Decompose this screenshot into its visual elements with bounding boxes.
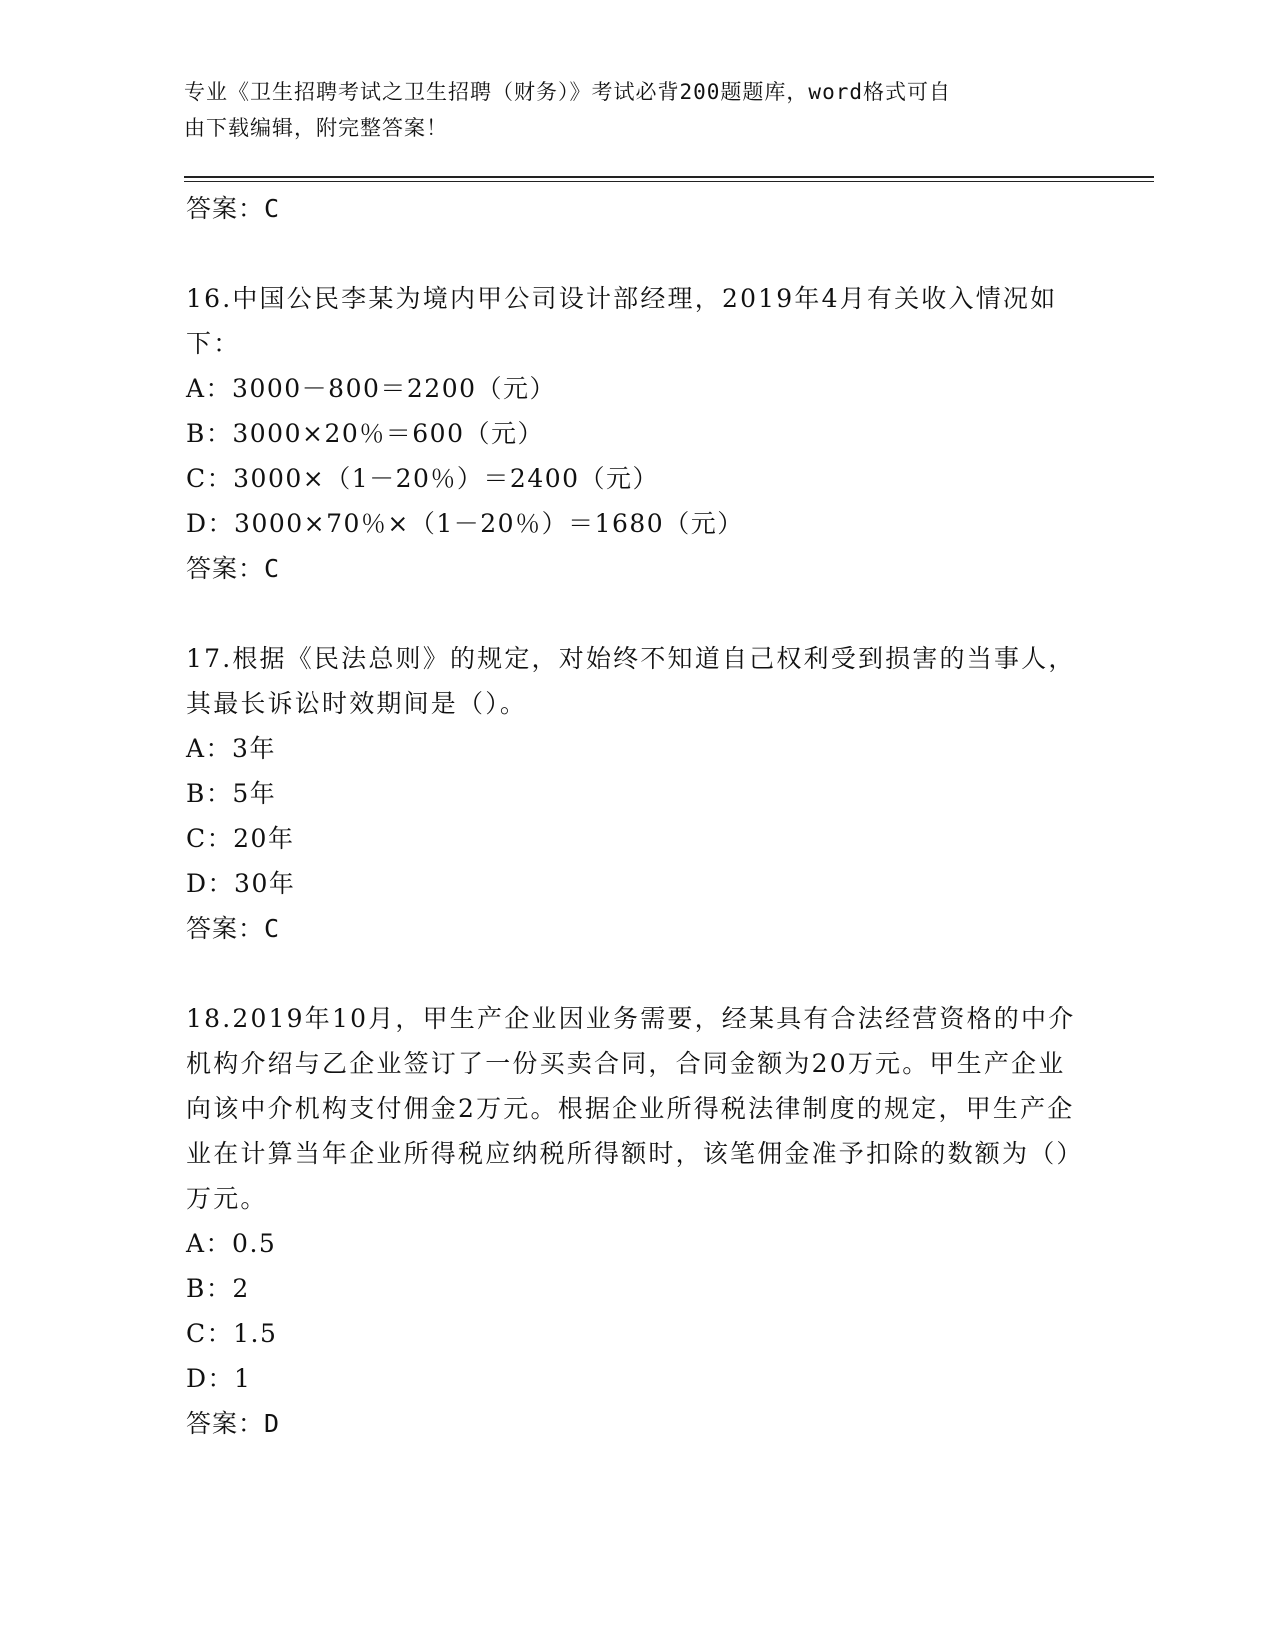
answer: 答案：D — [186, 1409, 281, 1438]
question-17 — [186, 636, 1086, 951]
option-a: A：3年 — [186, 734, 276, 763]
option-c: C：3000×（1－20％）＝2400（元） — [186, 464, 660, 493]
option-c: C：20年 — [186, 824, 295, 853]
question-stem: 16.中国公民李某为境内甲公司设计部经理，2019年4月有关收入情况如下： — [186, 284, 1058, 358]
option-a: A：0.5 — [186, 1229, 277, 1258]
previous-answer: 答案：C — [186, 194, 281, 223]
document-header — [184, 74, 1064, 146]
question-stem: 18.2019年10月，甲生产企业因业务需要，经某具有合法经营资格的中介机构介绍与乙企业签订了一份买卖合同，合同金额为20万元。甲生产企业向该中介机构支付佣金2万元。根据企业所得税法律制度的规定，甲生产企业在计算当年企业所得税应纳税所得额时，该笔佣金准予扣除的数额为（）万元。 — [186, 1004, 1084, 1213]
header-divider-thin — [184, 181, 1154, 182]
header-line-2: 由下载编辑，附完整答案！ — [184, 116, 448, 140]
header-divider-thick — [184, 176, 1154, 178]
question-list — [186, 186, 1086, 1446]
question-16 — [186, 276, 1086, 591]
option-b: B：5年 — [186, 779, 277, 808]
option-c: C：1.5 — [186, 1319, 278, 1348]
option-d: D：3000×70％×（1－20％）＝1680（元） — [186, 509, 744, 538]
header-line-1: 专业《卫生招聘考试之卫生招聘（财务）》考试必背200题题库，word格式可自 — [184, 80, 951, 104]
option-d: D：30年 — [186, 869, 296, 898]
option-a: A：3000－800＝2200（元） — [186, 374, 557, 403]
question-18 — [186, 996, 1086, 1446]
option-b: B：3000×20％＝600（元） — [186, 419, 544, 448]
question-stem: 17.根据《民法总则》的规定，对始终不知道自己权利受到损害的当事人，其最长诉讼时效期间是（）。 — [186, 644, 1076, 718]
answer: 答案：C — [186, 554, 281, 583]
option-b: B：2 — [186, 1274, 250, 1303]
answer: 答案：C — [186, 914, 281, 943]
option-d: D：1 — [186, 1364, 252, 1393]
